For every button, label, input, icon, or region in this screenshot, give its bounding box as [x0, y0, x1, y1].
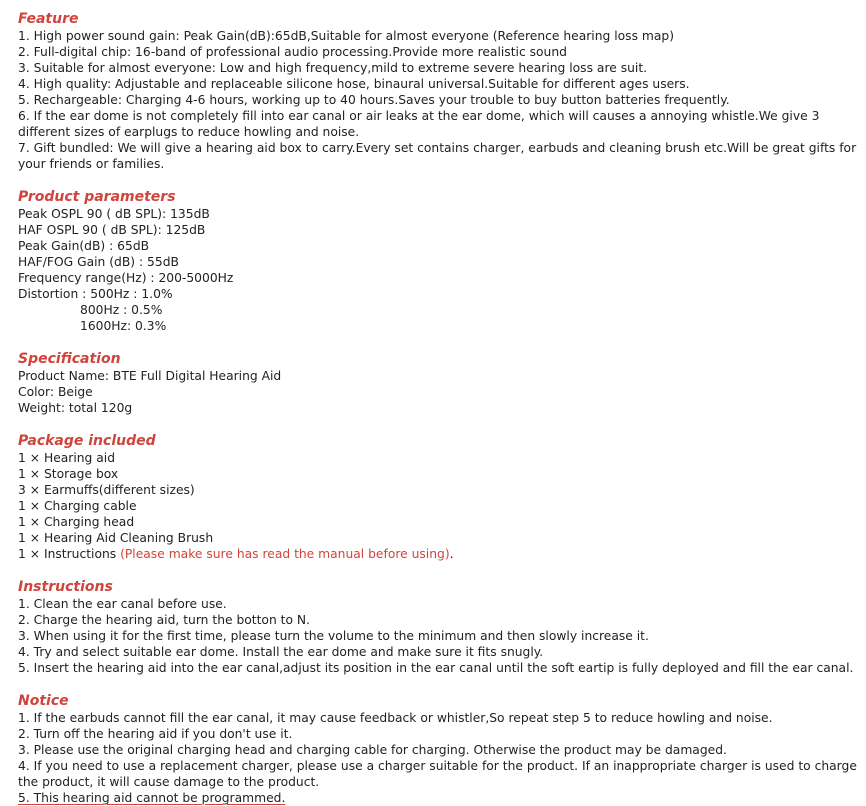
notice-item: 4. If you need to use a replacement charger, please use a charger suitable for the product. If an inappropriate charger is used to charge the product, it will cause damage to the product.: [18, 759, 857, 789]
notice-item: 1. If the earbuds cannot fill the ear canal, it may cause feedback or whistler,So repeat step 5 to reduce howling and noise.: [18, 711, 773, 725]
notice-item-last: [18, 790, 866, 806]
notice-item: 3. Please use the original charging head and charging cable for charging. Otherwise the product may be damaged.: [18, 743, 727, 757]
package-heading: Package included: [18, 433, 156, 449]
notice-item: 2. Turn off the hearing aid if you don't use it.: [18, 727, 293, 741]
specification-item: Product Name: BTE Full Digital Hearing Aid: [18, 369, 282, 383]
instruction-item: 3. When using it for the first time, please turn the volume to the minimum and then slowly increase it.: [18, 629, 649, 643]
specification-item: Color: Beige: [18, 385, 93, 399]
feature-item: 7. Gift bundled: We will give a hearing aid box to carry.Every set contains charger, earbuds and cleaning brush etc.Will be great gifts for your friends or families.: [18, 141, 857, 171]
package-item: 1 × Hearing aid: [18, 451, 116, 465]
feature-item: 3. Suitable for almost everyone: Low and high frequency,mild to extreme severe hearing loss are suit.: [18, 61, 648, 75]
feature-item: 2. Full-digital chip: 16-band of professional audio processing.Provide more realistic sound: [18, 45, 567, 59]
package-section: [18, 432, 866, 562]
package-item: 1 × Charging cable: [18, 499, 137, 513]
package-item-instructions: [18, 546, 866, 562]
notice-heading: Notice: [18, 693, 69, 709]
instructions-section: [18, 578, 866, 676]
instructions-heading: Instructions: [18, 579, 113, 595]
instruction-item: 1. Clean the ear canal before use.: [18, 597, 227, 611]
instruction-item: 2. Charge the hearing aid, turn the botton to N.: [18, 613, 311, 627]
parameter-item: HAF/FOG Gain (dB) : 55dB: [18, 255, 179, 269]
parameter-item: Peak Gain(dB) : 65dB: [18, 239, 150, 253]
feature-item: 5. Rechargeable: Charging 4-6 hours, working up to 40 hours.Saves your trouble to buy button batteries frequently.: [18, 93, 730, 107]
specification-heading: Specification: [18, 351, 121, 367]
parameter-item: HAF OSPL 90 ( dB SPL): 125dB: [18, 223, 206, 237]
manual-note-end: .: [449, 547, 454, 561]
instruction-item: 4. Try and select suitable ear dome. Install the ear dome and make sure it fits snugly.: [18, 645, 544, 659]
package-item: 1 × Charging head: [18, 515, 135, 529]
instruction-item: 5. Insert the hearing aid into the ear canal,adjust its position in the ear canal until the soft eartip is fully deployed and fill the ear canal.: [18, 661, 854, 675]
parameter-item: Peak OSPL 90 ( dB SPL): 135dB: [18, 207, 210, 221]
package-item: 1 × Hearing Aid Cleaning Brush: [18, 531, 214, 545]
parameter-item: Frequency range(Hz) : 200-5000Hz: [18, 271, 234, 285]
notice-section: [18, 692, 866, 806]
feature-item: 6. If the ear dome is not completely fill into ear canal or air leaks at the ear dome, which will causes a annoying whistle.We give 3 different sizes of earplugs to reduce howling and noise.: [18, 109, 820, 139]
parameter-item: Distortion : 500Hz : 1.0%: [18, 287, 173, 301]
parameters-section: [18, 188, 866, 334]
distortion-item: 1600Hz: 0.3%: [80, 319, 167, 333]
distortion-item: 800Hz : 0.5%: [80, 303, 163, 317]
package-item: 3 × Earmuffs(different sizes): [18, 483, 195, 497]
specification-section: [18, 350, 866, 416]
package-item-label: 1 × Instructions: [18, 547, 121, 561]
feature-item: 1. High power sound gain: Peak Gain(dB):65dB,Suitable for almost everyone (Reference hearing loss map): [18, 29, 675, 43]
parameters-heading: Product parameters: [18, 189, 176, 205]
feature-section: [18, 10, 866, 172]
package-item: 1 × Storage box: [18, 467, 119, 481]
specification-item: Weight: total 120g: [18, 401, 133, 415]
manual-note: (Please make sure has read the manual before using): [120, 547, 450, 561]
feature-heading: Feature: [18, 11, 79, 27]
feature-item: 4. High quality: Adjustable and replaceable silicone hose, binaural universal.Suitable for different ages users.: [18, 77, 690, 91]
notice-programmed-text: 5. This hearing aid cannot be programmed.: [18, 791, 286, 805]
